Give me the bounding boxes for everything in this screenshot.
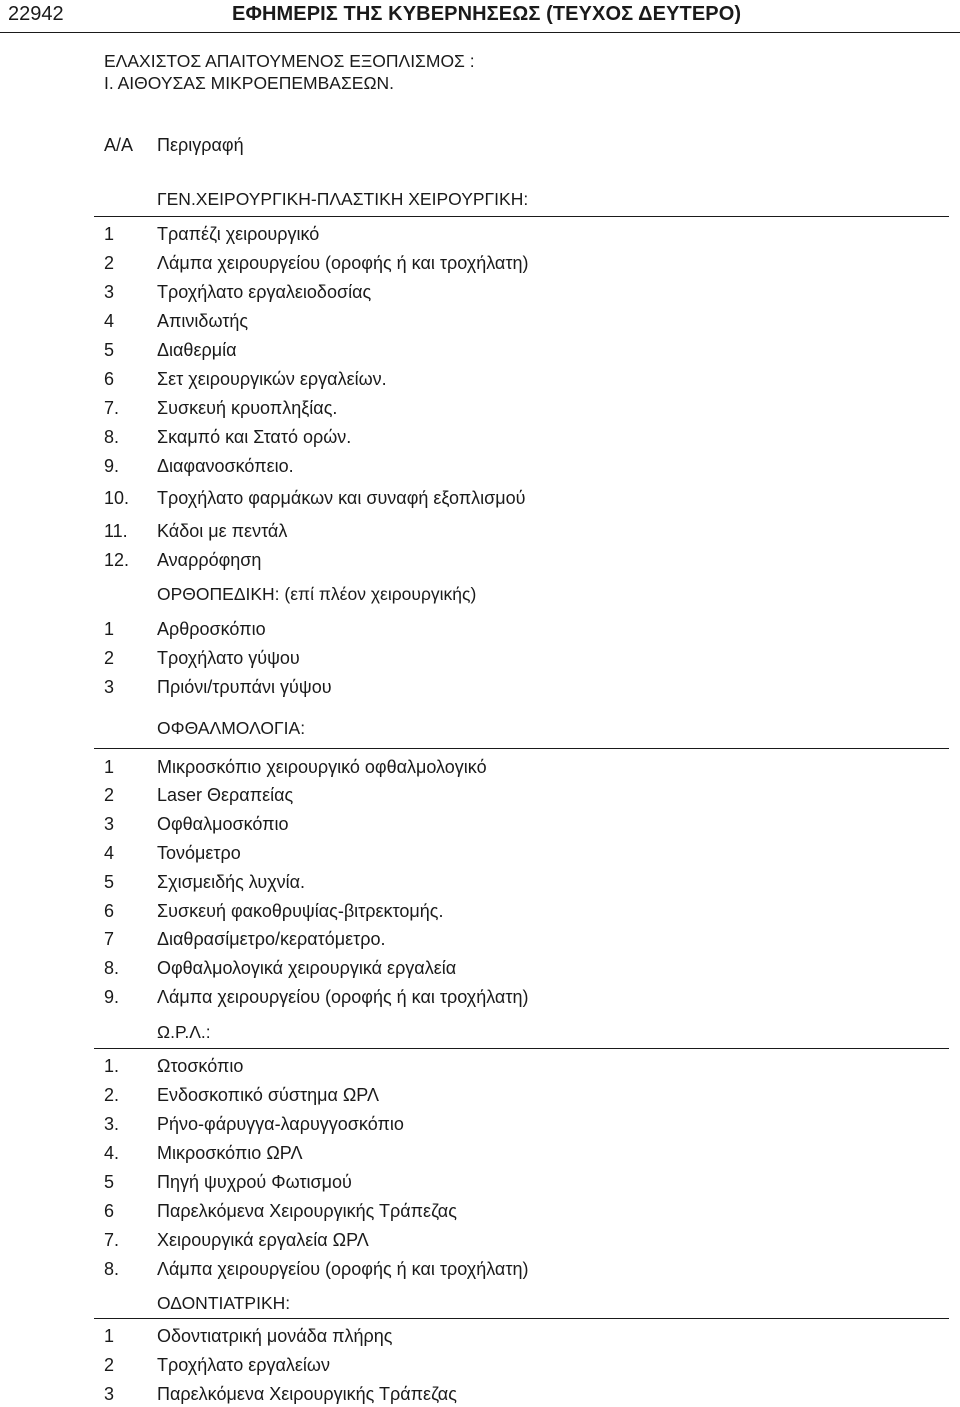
list-item xyxy=(0,782,960,808)
column-header-aa: Α/Α xyxy=(104,135,134,155)
item-description: Σετ χειρουργικών εργαλείων. xyxy=(157,369,387,389)
list-item xyxy=(0,395,960,421)
list-item xyxy=(0,366,960,392)
section-divider xyxy=(94,1318,949,1319)
item-description: Τροχήλατο φαρμάκων και συναφή εξοπλισμού xyxy=(157,488,526,508)
item-number: 3 xyxy=(104,282,115,302)
item-description: Απινιδωτής xyxy=(157,311,249,331)
intro-subheading: Ι. ΑΙΘΟΥΣΑΣ ΜΙΚΡΟΕΠΕΜΒΑΣΕΩΝ. xyxy=(104,73,395,93)
item-number: 2 xyxy=(104,785,115,805)
item-description: Ωτοσκόπιο xyxy=(157,1056,244,1076)
item-number: 1 xyxy=(104,1326,115,1346)
list-item xyxy=(0,645,960,671)
list-item xyxy=(0,308,960,334)
item-number: 2 xyxy=(104,648,115,668)
item-number: 3. xyxy=(104,1114,120,1134)
section-title: ΟΦΘΑΛΜΟΛΟΓΙΑ: xyxy=(157,718,306,738)
item-number: 12. xyxy=(104,550,130,570)
item-description: Συσκευή φακοθρυψίας-βιτρεκτομής. xyxy=(157,901,444,921)
list-item xyxy=(0,1381,960,1407)
item-number: 8. xyxy=(104,427,120,447)
item-description: Μικροσκόπιο ΩΡΛ xyxy=(157,1143,303,1163)
list-item xyxy=(0,547,960,573)
item-description: Διαφανοσκόπειο. xyxy=(157,456,294,476)
item-number: 4 xyxy=(104,311,115,331)
item-description: Λάμπα χειρουργείου (οροφής ή και τροχήλατη) xyxy=(157,253,529,273)
item-number: 6 xyxy=(104,1201,115,1221)
section-title: ΟΡΘΟΠΕΔΙΚΗ: (επί πλέον χειρουργικής) xyxy=(157,584,477,604)
item-description: Λάμπα χειρουργείου (οροφής ή και τροχήλατη) xyxy=(157,1259,529,1279)
item-description: Διαθερμία xyxy=(157,340,237,360)
intro-block xyxy=(104,50,475,94)
item-description: Οφθαλμολογικά χειρουργικά εργαλεία xyxy=(157,958,457,978)
item-description: Τραπέζι χειρουργικό xyxy=(157,224,320,244)
list-item xyxy=(0,1198,960,1224)
item-number: 8. xyxy=(104,1259,120,1279)
list-item xyxy=(0,250,960,276)
item-number: 5 xyxy=(104,872,115,892)
item-number: 3 xyxy=(104,677,115,697)
item-number: 8. xyxy=(104,958,120,978)
item-number: 9. xyxy=(104,456,120,476)
list-item xyxy=(0,1323,960,1349)
list-item xyxy=(0,1227,960,1253)
section-divider xyxy=(94,216,949,217)
item-description: Παρελκόμενα Χειρουργικής Τράπεζας xyxy=(157,1384,457,1404)
item-number: 10. xyxy=(104,488,130,508)
item-number: 1. xyxy=(104,1056,120,1076)
item-number: 6 xyxy=(104,901,115,921)
item-number: 7. xyxy=(104,398,120,418)
list-item xyxy=(0,1140,960,1166)
list-item xyxy=(0,518,960,544)
list-item xyxy=(0,453,960,479)
item-number: 4. xyxy=(104,1143,120,1163)
list-item xyxy=(0,984,960,1010)
item-description: Τροχήλατο γύψου xyxy=(157,648,300,668)
list-item xyxy=(0,1256,960,1282)
item-number: 2. xyxy=(104,1085,120,1105)
list-item xyxy=(0,955,960,981)
list-item xyxy=(0,279,960,305)
item-number: 3 xyxy=(104,1384,115,1404)
item-number: 5 xyxy=(104,1172,115,1192)
item-number: 1 xyxy=(104,224,115,244)
item-description: Τροχήλατο εργαλειοδοσίας xyxy=(157,282,372,302)
item-description: Laser Θεραπείας xyxy=(157,785,294,805)
item-number: 7 xyxy=(104,929,115,949)
item-number: 5 xyxy=(104,340,115,360)
item-description: Αρθροσκόπιο xyxy=(157,619,266,639)
list-item xyxy=(0,1111,960,1137)
item-number: 11. xyxy=(104,521,128,541)
item-description: Λάμπα χειρουργείου (οροφής ή και τροχήλατη) xyxy=(157,987,529,1007)
item-description: Ρήνο-φάρυγγα-λαρυγγοσκόπιο xyxy=(157,1114,404,1134)
item-description: Αναρρόφηση xyxy=(157,550,262,570)
section-title: ΓΕΝ.ΧΕΙΡΟΥΡΓΙΚΗ-ΠΛΑΣΤΙΚΗ ΧΕΙΡΟΥΡΓΙΚΗ: xyxy=(157,189,529,209)
section-divider xyxy=(94,1048,949,1049)
list-item xyxy=(0,485,960,511)
list-item xyxy=(0,337,960,363)
list-item xyxy=(0,1169,960,1195)
item-number: 2 xyxy=(104,1355,115,1375)
item-description: Χειρουργικά εργαλεία ΩΡΛ xyxy=(157,1230,369,1250)
item-description: Κάδοι με πεντάλ xyxy=(157,521,288,541)
item-description: Σκαμπό και Στατό ορών. xyxy=(157,427,352,447)
item-description: Οδοντιατρική μονάδα πλήρης xyxy=(157,1326,393,1346)
item-number: 1 xyxy=(104,619,115,639)
item-number: 6 xyxy=(104,369,115,389)
section-title: ΟΔΟΝΤΙΑΤΡΙΚΗ: xyxy=(157,1293,291,1313)
list-item xyxy=(0,616,960,642)
list-item xyxy=(0,1352,960,1378)
section-title: Ω.Ρ.Λ.: xyxy=(157,1022,211,1042)
item-description: Μικροσκόπιο χειρουργικό οφθαλμολογικό xyxy=(157,757,487,777)
list-item xyxy=(0,840,960,866)
gazette-title: ΕΦΗΜΕΡΙΣ ΤΗΣ ΚΥΒΕΡΝΗΣΕΩΣ (ΤΕΥΧΟΣ ΔΕΥΤΕΡΟ) xyxy=(232,3,742,25)
list-item xyxy=(0,926,960,952)
item-number: 9. xyxy=(104,987,120,1007)
list-item xyxy=(0,674,960,700)
list-item xyxy=(0,221,960,247)
item-number: 4 xyxy=(104,843,115,863)
list-item xyxy=(0,424,960,450)
column-headers xyxy=(0,133,960,157)
column-header-description: Περιγραφή xyxy=(157,135,244,155)
item-number: 1 xyxy=(104,757,115,777)
item-description: Παρελκόμενα Χειρουργικής Τράπεζας xyxy=(157,1201,457,1221)
item-description: Πριόνι/τρυπάνι γύψου xyxy=(157,677,332,697)
item-description: Συσκευή κρυοπληξίας. xyxy=(157,398,338,418)
list-item xyxy=(0,811,960,837)
page-header xyxy=(0,0,960,33)
item-description: Διαθρασίμετρο/κερατόμετρο. xyxy=(157,929,386,949)
page-number: 22942 xyxy=(8,3,64,25)
list-item xyxy=(0,1082,960,1108)
item-description: Πηγή ψυχρού Φωτισμού xyxy=(157,1172,352,1192)
list-item xyxy=(0,898,960,924)
section-divider xyxy=(94,748,949,749)
list-item xyxy=(0,1053,960,1079)
item-number: 7. xyxy=(104,1230,120,1250)
list-item xyxy=(0,754,960,780)
item-description: Ενδοσκοπικό σύστημα ΩΡΛ xyxy=(157,1085,380,1105)
intro-heading: ΕΛΑΧΙΣΤΟΣ ΑΠΑΙΤΟΥΜΕΝΟΣ ΕΞΟΠΛΙΣΜΟΣ : xyxy=(104,51,475,71)
item-number: 3 xyxy=(104,814,115,834)
item-description: Τροχήλατο εργαλείων xyxy=(157,1355,330,1375)
item-description: Σχισμειδής λυχνία. xyxy=(157,872,306,892)
list-item xyxy=(0,869,960,895)
item-description: Οφθαλμοσκόπιο xyxy=(157,814,289,834)
item-description: Τονόμετρο xyxy=(157,843,241,863)
item-number: 2 xyxy=(104,253,115,273)
